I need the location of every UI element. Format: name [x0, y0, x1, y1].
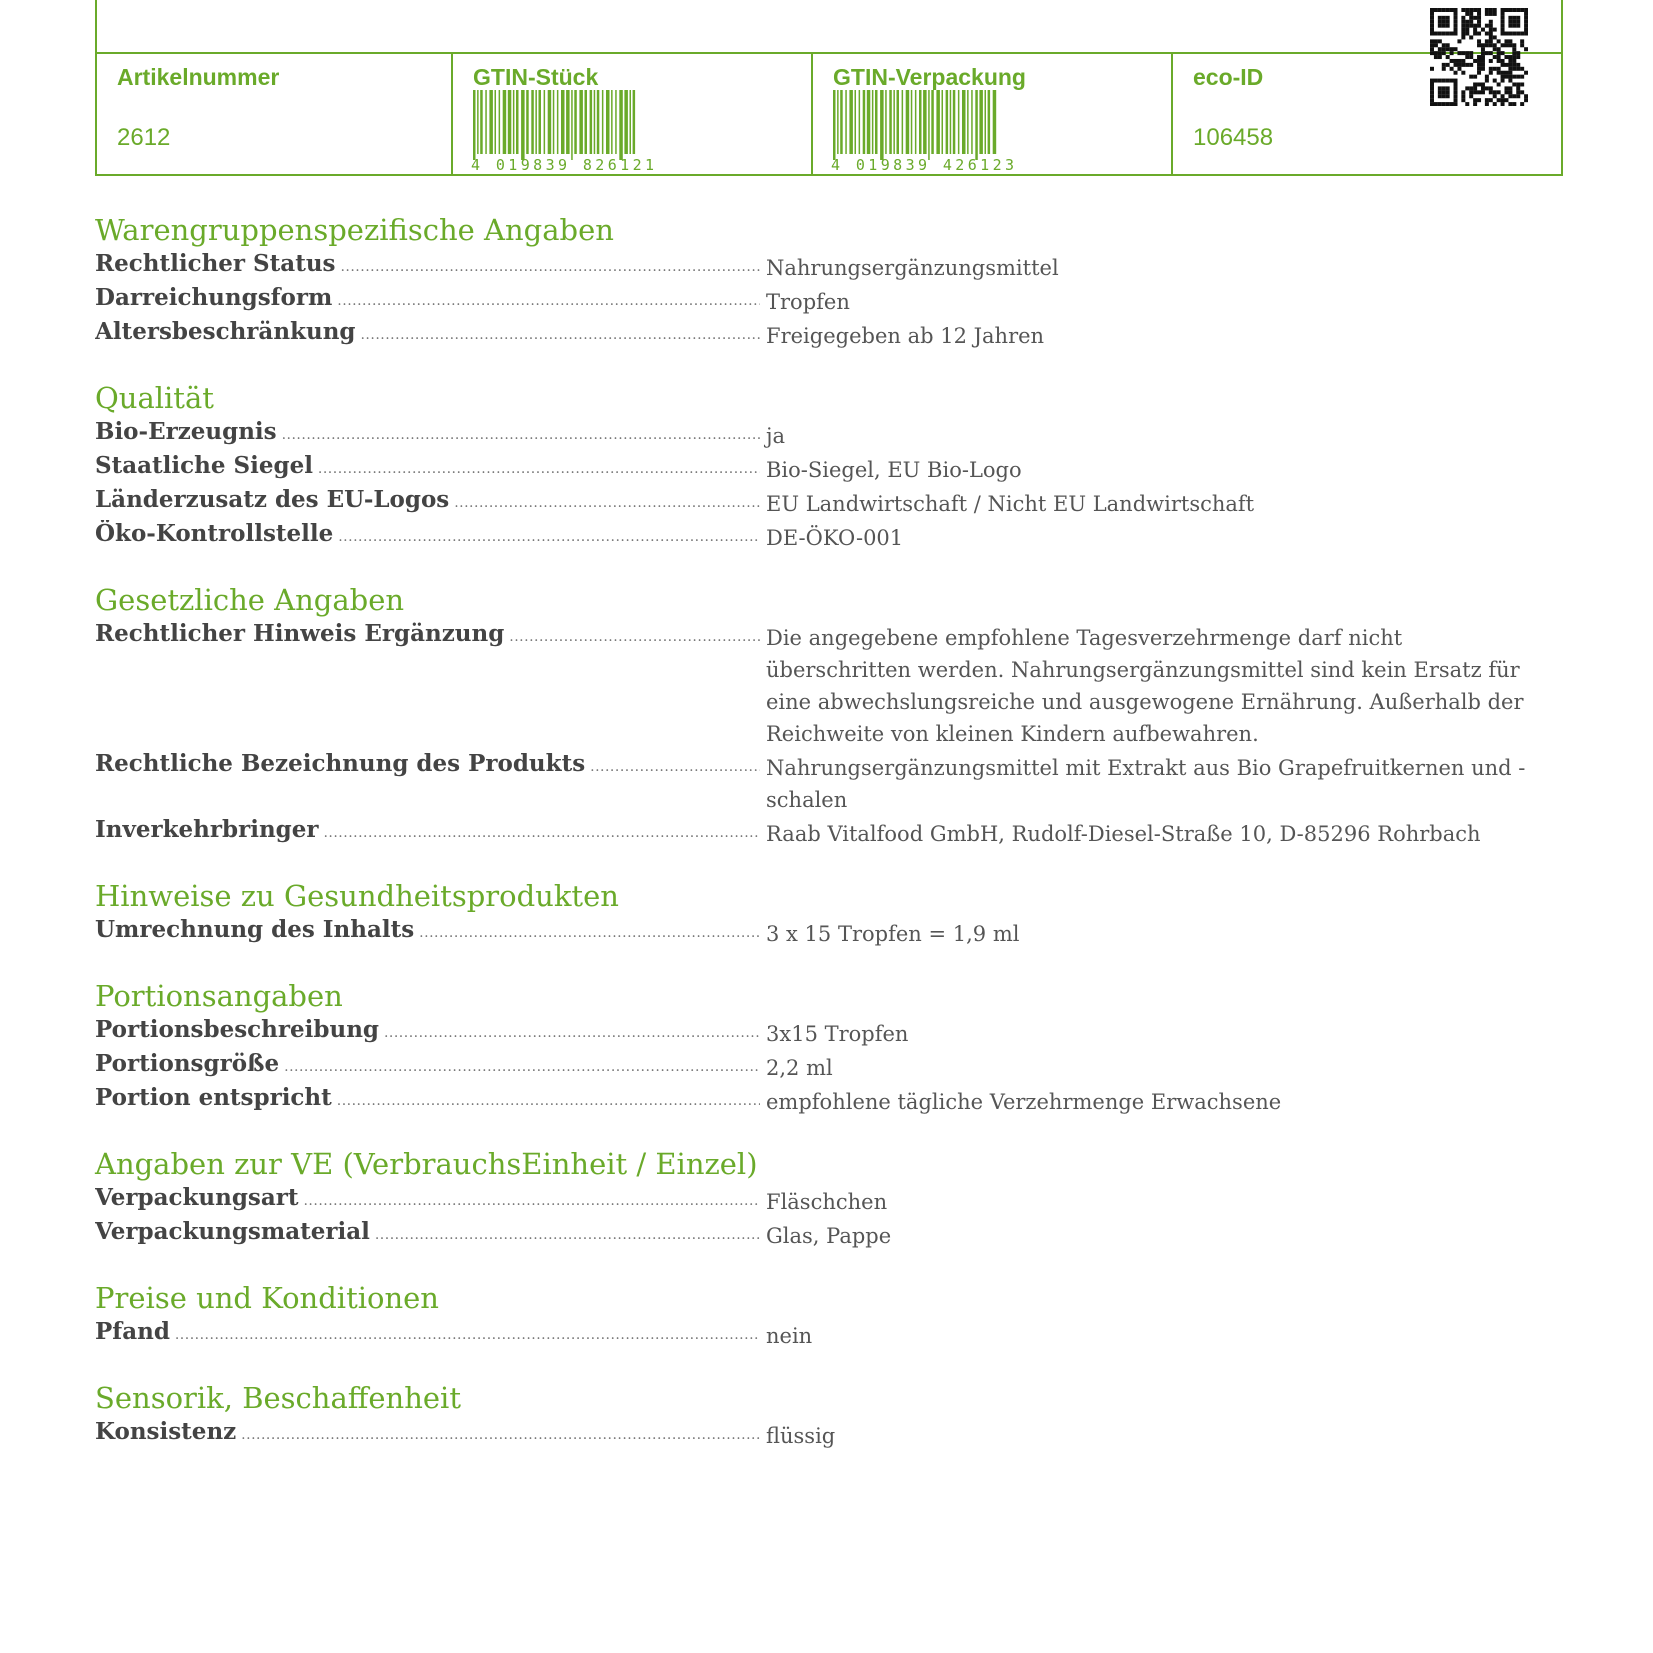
detail-label: Länderzusatz des EU-Logos ..... — [95, 486, 760, 518]
detail-label: Rechtlicher Status ..... — [95, 250, 760, 282]
gtin-verpackung-label: GTIN-Verpackung — [833, 64, 1026, 90]
artikelnummer-value: 2612 — [117, 124, 171, 151]
detail-value: Raab Vitalfood GmbH, Rudolf-Diesel-Straße 10, D-85296 Rohrbach — [766, 822, 1481, 846]
section — [95, 580, 1563, 850]
detail-label: Umrechnung des Inhalts ..... — [95, 916, 760, 948]
detail-label: Pfand ..... — [95, 1318, 760, 1350]
detail-label: Altersbeschränkung ..... — [95, 318, 760, 350]
section-title: Warengruppenspezifische Angaben — [95, 213, 614, 247]
section-title: Hinweise zu Gesundheitsprodukten — [95, 879, 619, 913]
section — [95, 1144, 1563, 1252]
gtin-stueck-label: GTIN-Stück — [473, 64, 599, 90]
detail-value: Nahrungsergänzungsmittel mit Extrakt aus Bio Grapefruitkernen und -schalen — [766, 756, 1526, 812]
detail-row — [95, 816, 1563, 850]
section — [95, 378, 1563, 554]
qr-code-icon — [1430, 8, 1528, 106]
detail-label: Rechtliche Bezeichnung des Produkts ..... — [95, 750, 760, 782]
detail-row — [95, 1016, 1563, 1050]
artikelnummer-cell — [97, 54, 451, 174]
eco-id-label: eco-ID — [1193, 64, 1264, 90]
product-details — [95, 210, 1563, 1478]
detail-value: Freigegeben ab 12 Jahren — [766, 324, 1045, 348]
detail-label: Öko-Kontrollstelle ..... — [95, 520, 760, 552]
detail-value: Bio-Siegel, EU Bio-Logo — [766, 458, 1022, 482]
detail-label: Portionsbeschreibung ..... — [95, 1016, 760, 1048]
section-title: Portionsangaben — [95, 979, 343, 1013]
section — [95, 1378, 1563, 1452]
detail-row — [95, 1318, 1563, 1352]
gtin-verpackung-digits: 4 019839 426123 — [831, 156, 1018, 174]
section-title: Gesetzliche Angaben — [95, 583, 405, 617]
detail-row — [95, 620, 1563, 750]
detail-label: Darreichungsform ..... — [95, 284, 760, 316]
detail-value: ja — [766, 424, 786, 448]
product-id-table — [95, 0, 1563, 176]
detail-row — [95, 1084, 1563, 1118]
detail-row — [95, 1418, 1563, 1452]
detail-value: Tropfen — [766, 290, 850, 314]
detail-label: Portionsgröße ..... — [95, 1050, 760, 1082]
detail-label: Verpackungsmaterial ..... — [95, 1218, 760, 1250]
gtin-verpackung-cell — [811, 54, 1171, 174]
detail-value: DE-ÖKO-001 — [766, 526, 904, 550]
section-title: Sensorik, Beschaffenheit — [95, 1381, 461, 1415]
gtin-stueck-digits: 4 019839 826121 — [471, 156, 658, 174]
section — [95, 976, 1563, 1118]
detail-value: Fläschchen — [766, 1190, 888, 1214]
detail-value: 2,2 ml — [766, 1056, 833, 1080]
detail-row — [95, 750, 1563, 816]
detail-value: EU Landwirtschaft / Nicht EU Landwirtschaft — [766, 492, 1255, 516]
detail-value: Nahrungsergänzungsmittel — [766, 256, 1059, 280]
detail-value: Die angegebene empfohlene Tagesverzehrmenge darf nicht überschritten werden. Nahrungsergänzungsmittel sind kein Ersatz für eine abwechslungsreiche und ausgewogene Ernährung. Außerhalb der Reichweite von kleinen Kindern aufbewahren. — [766, 626, 1524, 746]
detail-label: Staatliche Siegel ..... — [95, 452, 760, 484]
detail-value: 3x15 Tropfen — [766, 1022, 909, 1046]
detail-value: flüssig — [766, 1424, 836, 1448]
detail-row — [95, 486, 1563, 520]
detail-row — [95, 1050, 1563, 1084]
detail-value: Glas, Pappe — [766, 1224, 892, 1248]
detail-row — [95, 916, 1563, 950]
detail-row — [95, 1218, 1563, 1252]
detail-row — [95, 1184, 1563, 1218]
detail-label: Inverkehrbringer ..... — [95, 816, 760, 848]
section-title: Preise und Konditionen — [95, 1281, 439, 1315]
section — [95, 1278, 1563, 1352]
detail-row — [95, 284, 1563, 318]
detail-label: Konsistenz ..... — [95, 1418, 760, 1450]
detail-label: Portion entspricht ..... — [95, 1084, 760, 1116]
section — [95, 876, 1563, 950]
detail-row — [95, 418, 1563, 452]
detail-row — [95, 520, 1563, 554]
section — [95, 210, 1563, 352]
artikelnummer-label: Artikelnummer — [117, 64, 280, 90]
detail-label: Verpackungsart ..... — [95, 1184, 760, 1216]
detail-label: Bio-Erzeugnis ..... — [95, 418, 760, 450]
gtin-verpackung-barcode — [829, 90, 999, 160]
detail-row — [95, 318, 1563, 352]
detail-value: empfohlene tägliche Verzehrmenge Erwachsene — [766, 1090, 1282, 1114]
detail-row — [95, 250, 1563, 284]
eco-id-value: 106458 — [1193, 124, 1274, 151]
detail-value: nein — [766, 1324, 813, 1348]
product-id-row — [97, 52, 1561, 174]
gtin-stueck-barcode — [469, 90, 639, 160]
section-title: Qualität — [95, 381, 214, 415]
detail-row — [95, 452, 1563, 486]
gtin-stueck-cell — [451, 54, 811, 174]
detail-label: Rechtlicher Hinweis Ergänzung ..... — [95, 620, 760, 652]
section-title: Angaben zur VE (VerbrauchsEinheit / Einzel) — [95, 1147, 758, 1181]
detail-value: 3 x 15 Tropfen = 1,9 ml — [766, 922, 1020, 946]
